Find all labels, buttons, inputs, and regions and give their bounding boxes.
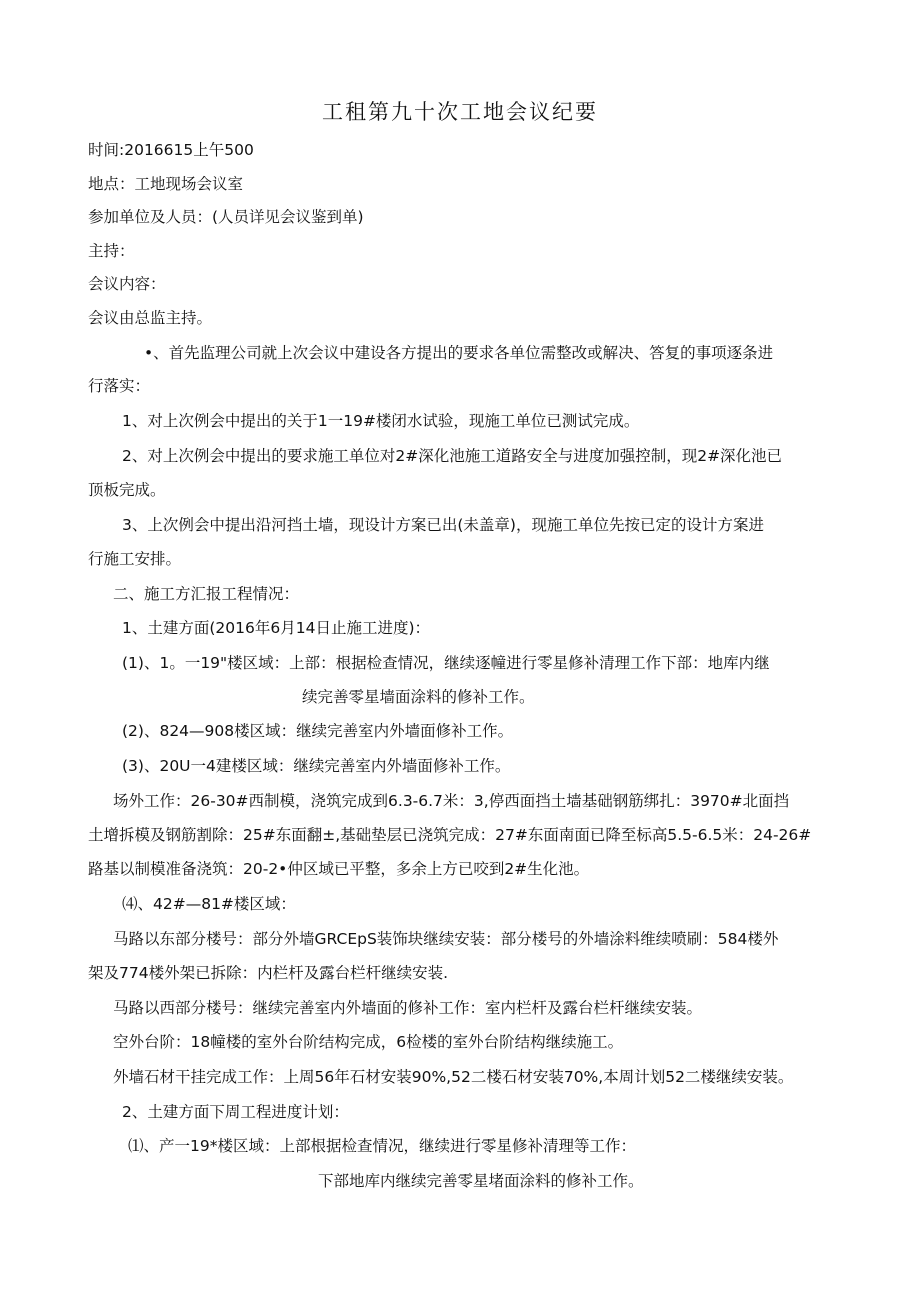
section2-p4: ⑷、42#—81#楼区域： (122, 895, 296, 913)
section1-item2-cont: 顶板完成。 (88, 481, 166, 499)
section2-civil: 1、土建方面(2016年6月14日止施工进度)： (122, 619, 430, 637)
meeting-content-label: 会议内容： (88, 275, 166, 293)
meeting-host: 主持： (88, 242, 135, 260)
plan-p1-cont: 下部地库内继续完善零星堵面涂料的修补工作。 (318, 1172, 644, 1190)
meeting-place: 地点：工地现场会议室 (88, 175, 244, 193)
plan-heading: 2、土建方面下周工程进度计划： (122, 1103, 349, 1121)
section1-intro-cont: 行落实： (88, 377, 151, 395)
section2-p2: (2)、824—908楼区域：继续完善室内外墙面修补工作。 (122, 722, 514, 740)
section2-stone: 外墙石材干挂完成工作：上周56年石材安装90%,52二楼石材安装70%,本周计划52二楼继续安装。 (113, 1068, 794, 1086)
section1-intro: •、首先监理公司就上次会议中建设各方提出的要求各单位需整改或解决、答复的事项逐条进 (144, 344, 774, 362)
meeting-time: 时间:2016615上午500 (88, 141, 254, 159)
plan-p1: ⑴、产一19*楼区域：上部根据检查情况，继续进行零星修补清理等工作： (128, 1137, 636, 1155)
section2-external-cont1: 土增拆模及钢筋割除：25#东面翻±,基础垫层已浇筑完成：27#东面南面已降至标高5.5-6.5米：24-26# (88, 826, 812, 844)
page-title: 工租第九十次工地会议纪要 (322, 100, 598, 124)
section1-item3: 3、上次例会中提出沿河挡土墙，现设计方案已出(未盖章)，现施工单位先按已定的设计方案进 (122, 516, 764, 534)
meeting-attendees: 参加单位及人员：(人员详见会议鉴到单) (88, 208, 364, 226)
section2-east: 马路以东部分楼号：部分外墙GRCEpS装饰块继续安装：部分楼号的外墙涂料维续喷刷：584楼外 (113, 930, 779, 948)
section1-item3-cont: 行施工安排。 (88, 550, 182, 568)
section2-external-cont2: 路基以制模准备浇筑：20-2•仲区域已平整，多余上方已咬到2#生化池。 (88, 860, 590, 878)
section2-heading: 二、施工方汇报工程情况： (113, 585, 300, 603)
section2-p1-cont: 续完善零星墙面涂料的修补工作。 (302, 688, 535, 706)
section1-item2: 2、对上次例会中提出的要求施工单位对2#深化池施工道路安全与进度加强控制，现2#深化池已 (122, 447, 783, 465)
section2-west: 马路以西部分楼号：继续完善室内外墙面的修补工作：室内栏杆及露台栏杆继续安装。 (113, 999, 703, 1017)
section2-p3: (3)、20U一4建楼区域：继续完善室内外墙面修补工作。 (122, 757, 511, 775)
section2-east-cont: 架及774楼外架已拆除：内栏杆及露台栏杆继续安装. (88, 964, 449, 982)
section2-external: 场外工作：26-30#西制模，浇筑完成到6.3-6.7米：3,停西面挡土墙基础钢筋绑扎：3970#北面挡 (113, 792, 790, 810)
section1-item1: 1、对上次例会中提出的关于1一19#楼闭水试验，现施工单位已测试完成。 (122, 412, 640, 430)
meeting-chaired: 会议由总监主持。 (88, 309, 213, 327)
section2-p1: (1)、1。一19"楼区域：上部：根据检查情况，继续逐幢进行零星修补清理工作下部：地库内继 (122, 654, 770, 672)
section2-steps: 空外台阶：18幢楼的室外台阶结构完成，6检楼的室外台阶结构继续施工。 (113, 1033, 624, 1051)
